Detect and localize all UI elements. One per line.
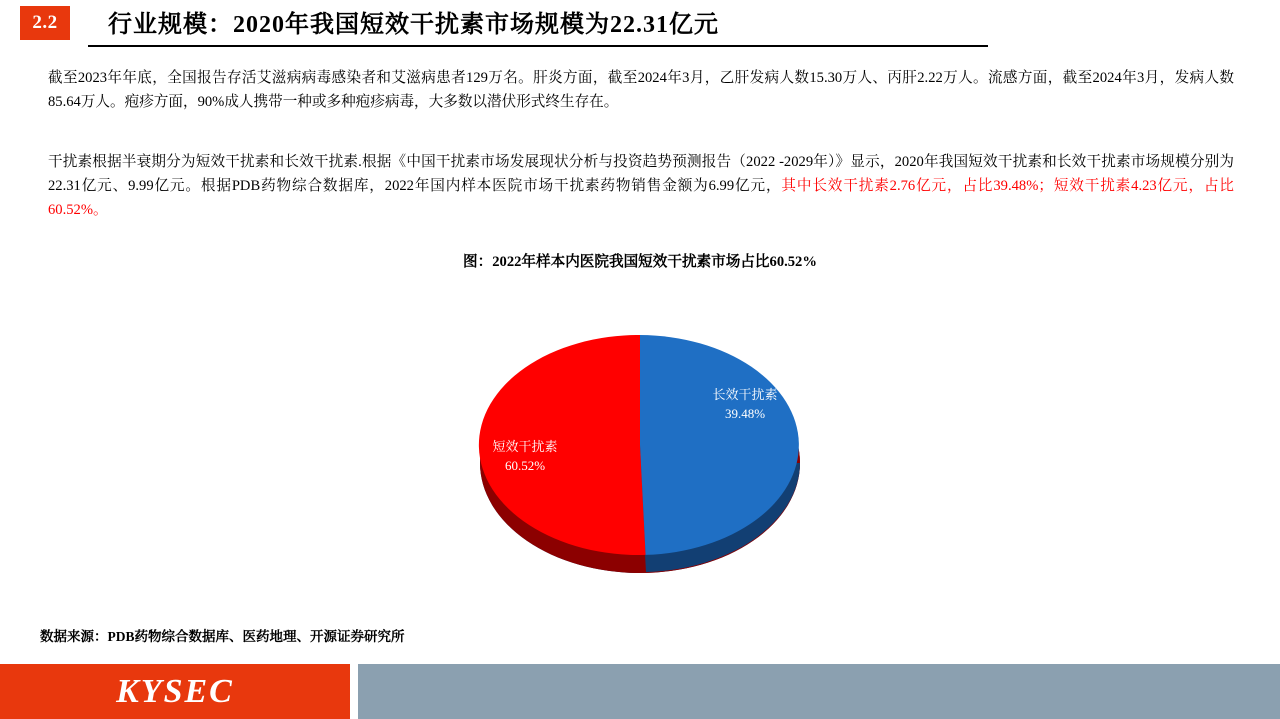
pie-label-short-acting [465, 437, 585, 475]
body-paragraph-2-highlight: 其中长效干扰素2.76亿元，占比39.48%；短效干扰素4.23亿元，占比60.52%。 [48, 178, 1235, 218]
source-note: 数据来源：PDB药物综合数据库、医药地理、开源证券研究所 [40, 629, 405, 644]
figure-caption: 图：2022年样本内医院我国短效干扰素市场占比60.52% [463, 254, 817, 270]
page-title: 行业规模：2020年我国短效干扰素市场规模为22.31亿元 [108, 12, 719, 38]
kysec-logo: KYSEC [116, 673, 234, 710]
pie-label-short-acting-value: 60.52% [504, 458, 546, 473]
body-paragraph-2-prefix: 干扰素根据半衰期分为短效干扰素和长效干扰素.根据《中国干扰素市场发展现状分析与投资趋势预测报告（2022 -2029年）》显示，2020年我国短效干扰素和长效干扰素市场规模分别为22.31亿元、9.99亿元。根据PDB药物综合数据库，2022年国内样本医院市场干扰素药物销售金额为6.99亿元， [48, 154, 1234, 194]
slide-header [0, 0, 1280, 52]
footer-accent-bar [358, 664, 1280, 719]
pie-label-long-acting [685, 385, 805, 423]
footer-brand-bar [0, 664, 350, 719]
body-paragraph-2 [48, 150, 1234, 222]
body-paragraph-1: 截至2023年年底，全国报告存活艾滋病病毒感染者和艾滋病患者129万名。肝炎方面，截至2024年3月，乙肝发病人数15.30万人、丙肝2.22万人。流感方面，截至2024年3月，发病人数85.64万人。疱疹方面，90%成人携带一种或多种疱疹病毒，大多数以潜伏形式终生存在。 [48, 70, 1234, 110]
pie-chart [380, 285, 900, 605]
pie-label-short-acting-name: 短效干扰素 [492, 439, 558, 454]
section-number-badge: 2.2 [20, 6, 70, 40]
pie-chart-svg [380, 285, 900, 605]
pie-label-long-acting-name: 长效干扰素 [712, 387, 778, 402]
header-divider [88, 45, 988, 47]
pie-label-long-acting-value: 39.48% [724, 406, 766, 421]
